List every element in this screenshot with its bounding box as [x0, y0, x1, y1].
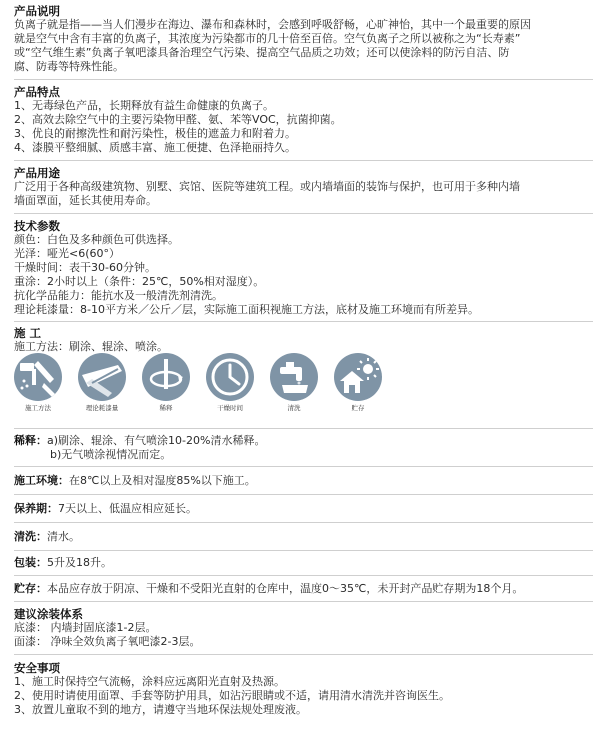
- cleaning-text: 清水。: [47, 530, 80, 543]
- dilution-line: b)无气喷涂视情况而定。: [50, 448, 172, 461]
- divider: [14, 494, 593, 495]
- faucet-icon: [270, 353, 318, 401]
- spec-line: 颜色：白色及多种颜色可供选择。: [14, 233, 179, 246]
- safety-line: 1、施工时保持空气流畅，涂料应远离阳光直射及热源。: [14, 675, 285, 688]
- intro-line: 就是空气中含有丰富的负离子，其浓度为污染都市的几十倍至百倍。空气负离子之所以被称之为“长寿素”: [14, 32, 521, 45]
- shelf-section: [14, 502, 593, 516]
- spec-line: 光泽：哑光<6(60°）: [14, 247, 121, 260]
- spec-line: 重涂：2小时以上（条件：25℃，50%相对湿度）。: [14, 275, 265, 288]
- packing-text: 5升及18升。: [47, 556, 112, 569]
- system-line: 面漆： 净味全效负离子氧吧漆2-3层。: [14, 635, 201, 648]
- system-line: 底漆： 内墙封固底漆1-2层。: [14, 621, 157, 634]
- usage-section: [14, 166, 593, 208]
- dilution-line: a)刷涂、辊涂、有气喷涂10-20%清水稀释。: [47, 434, 266, 447]
- house-sun-icon: [334, 353, 382, 401]
- spec-line: 抗化学品能力：能抗水及一般清洗剂清洗。: [14, 289, 223, 302]
- construction-title: 施 工: [14, 326, 42, 340]
- packing-label: 包装：: [14, 556, 47, 569]
- dilution-section: [14, 434, 593, 462]
- storage-label: 贮存：: [14, 582, 47, 595]
- icon-caption: 理论耗漆量: [85, 404, 119, 412]
- divider: [14, 321, 593, 322]
- feature-item: 3、优良的耐擦洗性和耐污染性，极佳的遮盖力和附着力。: [14, 127, 296, 140]
- icon-tile: [14, 353, 62, 413]
- construction-section: [14, 326, 593, 354]
- cleaning-section: [14, 530, 593, 544]
- intro-line: 或“空气维生素”负离子氧吧漆具备治理空气污染、提高空气品质之功效；还可以使涂料的防污自洁、防: [14, 46, 510, 59]
- divider: [14, 213, 593, 214]
- usage-line: 墙面罩面，延长其使用寿命。: [14, 194, 157, 207]
- environment-text: 在8℃以上及相对湿度85%以下施工。: [69, 474, 256, 487]
- system-title: 建议涂装体系: [14, 607, 83, 621]
- specs-section: [14, 219, 593, 317]
- divider: [14, 522, 593, 523]
- shelf-text: 7天以上、低温应相应延长。: [58, 502, 197, 515]
- packing-section: [14, 556, 593, 570]
- feature-item: 1、无毒绿色产品，长期释放有益生命健康的负离子。: [14, 99, 274, 112]
- construction-icons: [14, 353, 394, 423]
- divider: [14, 466, 593, 467]
- spec-line: 干燥时间：表干30-60分钟。: [14, 261, 156, 274]
- feature-item: 2、高效去除空气中的主要污染物甲醛、氨、苯等VOC，抗菌抑菌。: [14, 113, 342, 126]
- clock-icon: [206, 353, 254, 401]
- environment-section: [14, 474, 593, 488]
- roller-coverage-icon: [78, 353, 126, 401]
- system-section: [14, 607, 593, 649]
- spray-brush-icon: [14, 353, 62, 401]
- icon-caption: 施工方法: [25, 404, 51, 412]
- storage-section: [14, 582, 593, 596]
- spec-line: 理论耗漆量：8-10平方米／公斤／层，实际施工面积视施工方法，底材及施工环境而有所差异。: [14, 303, 479, 316]
- features-section: [14, 85, 593, 155]
- icon-caption: 清洗: [287, 404, 301, 412]
- divider: [14, 160, 593, 161]
- divider: [14, 428, 593, 429]
- icon-caption: 贮存: [351, 404, 365, 412]
- dilution-label: 稀释：: [14, 434, 47, 447]
- construction-method: 施工方法：刷涂、辊涂、喷涂。: [14, 340, 168, 353]
- storage-text: 本品应存放于阴凉、干燥和不受阳光直射的仓库中，温度0～35℃，未开封产品贮存期为18个月。: [47, 582, 524, 595]
- safety-line: 3、放置儿童取不到的地方，请遵守当地环保法规处理废液。: [14, 703, 307, 716]
- icon-tile: [270, 353, 318, 413]
- environment-label: 施工环境：: [14, 474, 69, 487]
- icon-tile: [78, 353, 126, 413]
- cleaning-label: 清洗：: [14, 530, 47, 543]
- intro-line: 负离子就是指——当人们漫步在海边、瀑布和森林时，会感到呼吸舒畅，心旷神怡，其中一个最重要的原因: [14, 18, 531, 31]
- intro-section: [14, 4, 593, 74]
- feature-item: 4、漆膜平整细腻、质感丰富、施工便捷、色泽艳丽持久。: [14, 141, 296, 154]
- divider: [14, 575, 593, 576]
- features-title: 产品特点: [14, 85, 60, 99]
- icon-tile: [142, 353, 190, 413]
- divider: [14, 550, 593, 551]
- icon-caption: 干燥时间: [217, 404, 243, 412]
- specs-title: 技术参数: [14, 219, 60, 233]
- usage-title: 产品用途: [14, 166, 60, 180]
- intro-line: 腐、防毒等特殊性能。: [14, 60, 124, 73]
- safety-section: [14, 661, 593, 717]
- dilution-rotate-icon: [142, 353, 190, 401]
- icon-tile: [206, 353, 254, 413]
- divider: [14, 654, 593, 655]
- intro-title: 产品说明: [14, 4, 60, 18]
- icon-caption: 稀释: [159, 404, 173, 412]
- safety-title: 安全事项: [14, 661, 60, 675]
- divider: [14, 79, 593, 80]
- safety-line: 2、使用时请使用面罩、手套等防护用具，如沾污眼睛或不适，请用清水清洗并咨询医生。: [14, 689, 450, 702]
- divider: [14, 601, 593, 602]
- shelf-label: 保养期：: [14, 502, 58, 515]
- icon-tile: [334, 353, 382, 413]
- usage-line: 广泛用于各种高级建筑物、别墅、宾馆、医院等建筑工程。或内墙墙面的装饰与保护，也可用于多种内墙: [14, 180, 520, 193]
